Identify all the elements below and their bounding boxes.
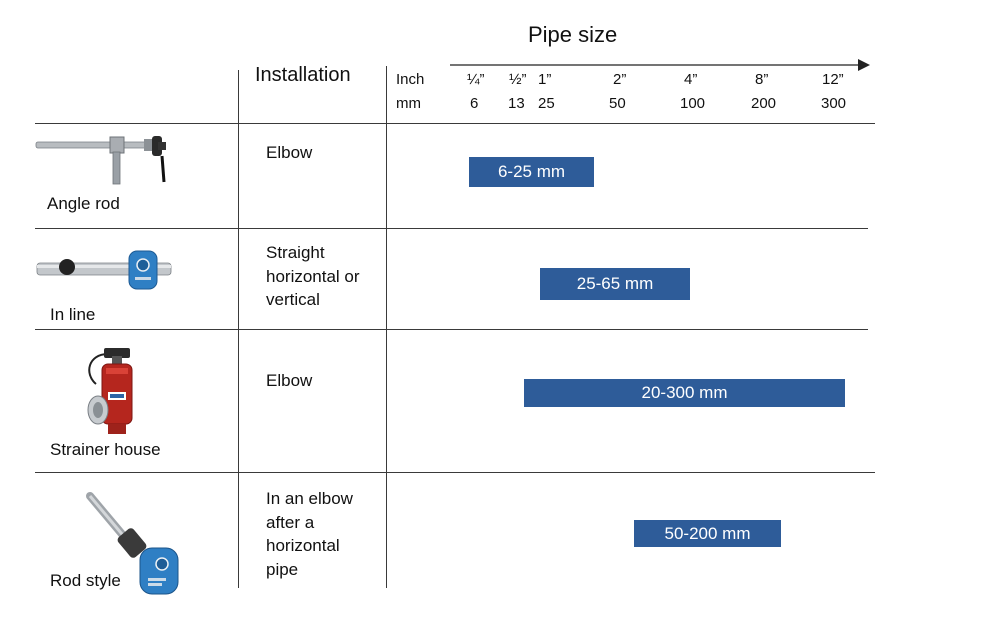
scale-mm-tick: 200 <box>751 95 777 112</box>
scale-inch-tick: 1” <box>538 71 552 88</box>
scale-mm-tick: 6 <box>470 95 479 112</box>
product-name: Rod style <box>50 571 121 590</box>
strainer-house-sensor-image <box>82 344 152 439</box>
installation-type: Straight horizontal or vertical <box>266 243 360 309</box>
angle-rod-sensor-image <box>34 132 174 190</box>
installation-type: In an elbow after a horizontal pipe <box>266 489 353 579</box>
scale-inch-label: Inch <box>396 71 425 88</box>
scale-mm-tick: 50 <box>609 95 626 112</box>
installation-type: Elbow <box>266 371 313 390</box>
scale-inch-tick: 4” <box>684 71 698 88</box>
scale-mm-tick: 300 <box>821 95 847 112</box>
row-divider <box>35 472 875 473</box>
product-name: Angle rod <box>47 194 120 213</box>
pipe-size-title: Pipe size <box>528 22 618 47</box>
scale-mm-tick: 25 <box>538 95 555 112</box>
pipe-size-range-bar: 25-65 mm <box>540 268 690 300</box>
scale-inch-tick: ½” <box>509 71 527 88</box>
pipe-size-range-bar: 50-200 mm <box>634 520 781 547</box>
scale-mm-tick: 100 <box>680 95 706 112</box>
scale-inch-tick: 12” <box>822 71 844 88</box>
column-divider <box>386 66 387 588</box>
product-name: Strainer house <box>50 440 161 459</box>
installation-header: Installation <box>255 64 351 86</box>
scale-inch-tick: ¼” <box>467 71 485 88</box>
product-name: In line <box>50 305 96 324</box>
scale-inch-tick: 2” <box>613 71 627 88</box>
row-divider <box>35 228 868 229</box>
scale-inch-tick: 8” <box>755 71 769 88</box>
row-divider <box>35 123 875 124</box>
in-line-sensor-image <box>35 245 175 295</box>
installation-type: Elbow <box>266 143 313 162</box>
row-divider <box>35 329 868 330</box>
pipe-size-range-bar: 6-25 mm <box>469 157 594 187</box>
pipe-size-range-bar: 20-300 mm <box>524 379 845 407</box>
scale-mm-tick: 13 <box>508 95 525 112</box>
scale-mm-label: mm <box>396 95 421 112</box>
